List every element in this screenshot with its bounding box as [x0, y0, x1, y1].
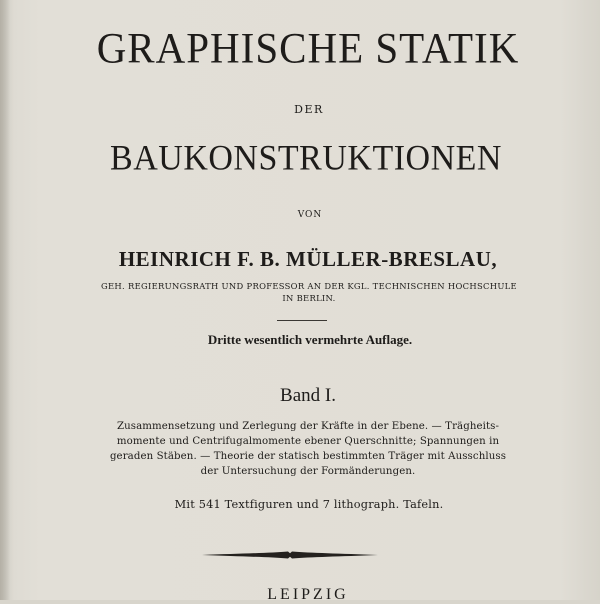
author-name: HEINRICH F. B. MÜLLER-BRESLAU,: [118, 247, 498, 271]
title-connector: DER: [294, 103, 324, 116]
contents-line-3: geraden Stäben. — Theorie der statisch bestimmten Träger mit Ausschluss: [109, 451, 507, 462]
edition-note: Dritte wesentlich vermehrte Auflage.: [207, 332, 413, 347]
author-position-line-2: IN BERLIN.: [282, 293, 336, 303]
illustrations-note: Mit 541 Textfiguren und 7 lithograph. Tafeln.: [174, 498, 444, 511]
by-line: VON: [297, 210, 323, 220]
contents-line-2: momente und Centrifugalmomente ebener Querschnitte; Spannungen in: [116, 436, 500, 447]
author-position-line-1: GEH. REGIERUNGSRATH UND PROFESSOR AN DER KGL. TECHNISCHEN HOCHSCHULE: [101, 281, 517, 291]
publication-place: LEIPZIG: [267, 586, 349, 603]
book-title: GRAPHISCHE STATIK: [96, 23, 520, 73]
book-subtitle: BAUKONSTRUKTIONEN: [110, 139, 502, 178]
ornamental-rule: [200, 548, 380, 562]
contents-line-4: der Untersuchung der Formänderungen.: [200, 466, 416, 477]
volume-label: Band I.: [280, 385, 336, 406]
contents-line-1: Zusammensetzung und Zerlegung der Kräfte in der Ebene. — Trägheits-: [116, 421, 500, 432]
divider-rule: [277, 320, 327, 321]
